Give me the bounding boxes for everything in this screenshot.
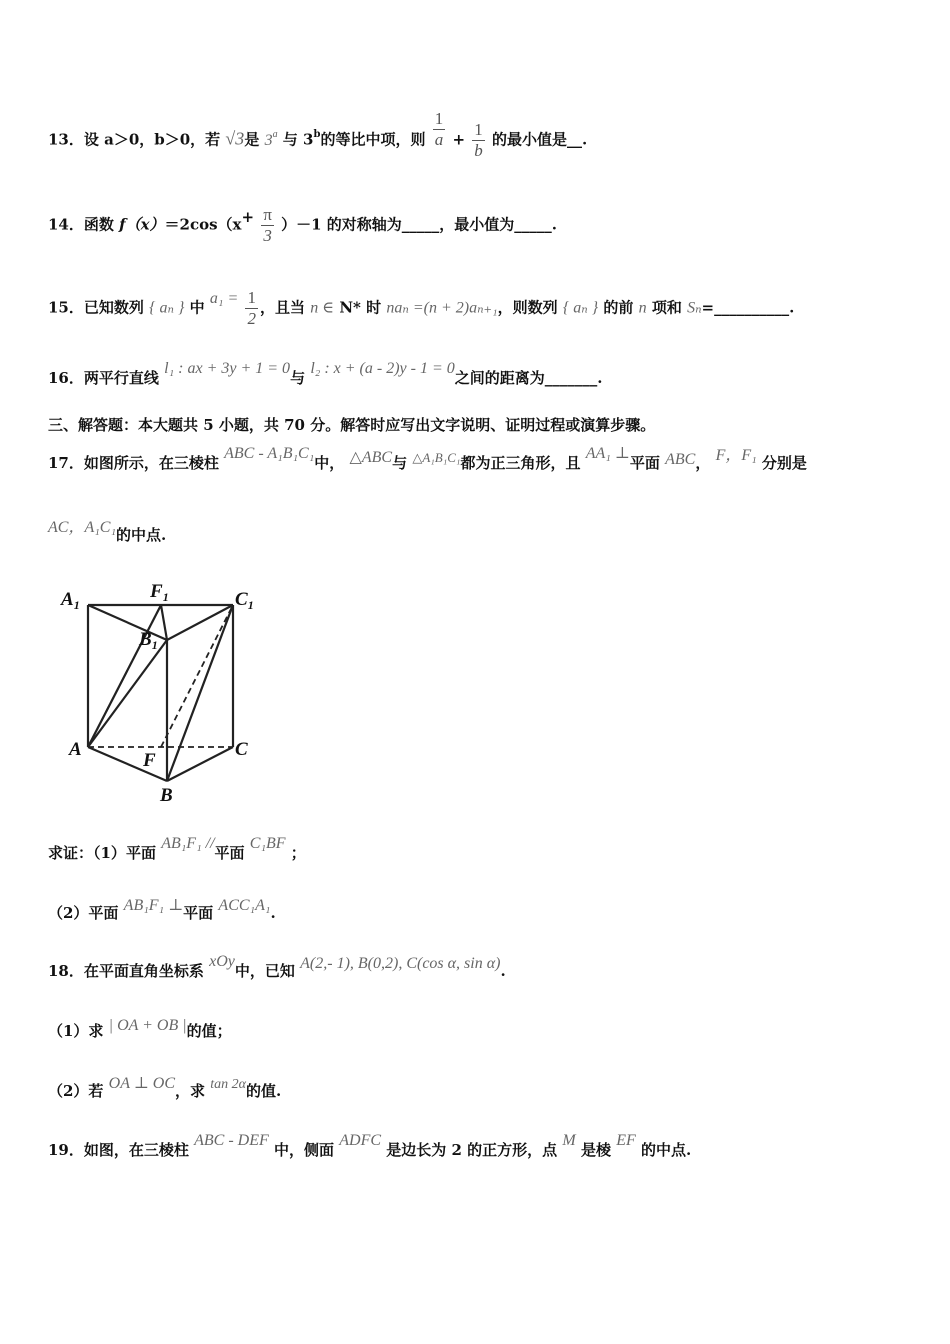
question-number: 13．: [48, 130, 84, 149]
math-plane: ABC: [665, 451, 696, 468]
text: 平面: [629, 454, 660, 472]
question-15: [48, 288, 794, 329]
text: 的中点.: [116, 526, 167, 544]
math-vector-sum: | OA + OB |: [108, 1017, 187, 1034]
question-17-cont: [48, 519, 167, 545]
math-power: 3$^a$: [264, 128, 278, 149]
math-xoy: xOy: [209, 953, 235, 970]
text: 函数: [83, 215, 114, 234]
text: 是边长为 2 的正方形，点: [386, 1141, 558, 1159]
question-18-part-1: [48, 1017, 232, 1041]
text: 中，已知: [234, 962, 295, 980]
text: ，且当: [259, 298, 305, 317]
text: 如图，在三棱柱: [83, 1141, 189, 1159]
plus-sign: +: [452, 130, 466, 149]
question-14: [48, 205, 557, 246]
text: 的值.: [245, 1082, 282, 1100]
math-line-l1: l₁ : ax + 3y + 1 = 0: [164, 360, 291, 377]
proof-part-2: [48, 897, 276, 923]
label-A: A: [69, 739, 82, 760]
question-18: [48, 953, 506, 981]
math-sequence: { aₙ }: [149, 299, 185, 317]
text: ；: [290, 844, 306, 862]
text: 的值；: [186, 1022, 232, 1040]
label-F1: $F_1$: [150, 583, 169, 604]
section-heading: 三、解答题：本大题共 5 小题，共 70 分。解答时应写出文字说明、证明过程或演算步骤。: [48, 416, 656, 434]
text: 平面: [214, 844, 245, 862]
text: 如图所示，在三棱柱: [83, 454, 219, 472]
math-perp: OA ⊥ OC: [108, 1075, 175, 1092]
text: =__________.: [701, 298, 795, 317]
text: N* 时: [339, 298, 382, 317]
question-18-part-2: [48, 1075, 282, 1101]
question-19: [48, 1132, 692, 1160]
text: .: [500, 962, 506, 980]
text: ，: [695, 454, 711, 472]
text: 的最小值是__.: [492, 130, 588, 149]
text: （2）若: [48, 1082, 104, 1100]
text: 求证：（1）平面: [48, 844, 156, 862]
question-number: 15．: [48, 298, 84, 317]
math-plane-ab1f1: AB₁F₁ //: [161, 835, 215, 852]
fraction-1-over-a: $\frac{1}{a}$: [434, 109, 444, 149]
math-n-in: n ∈: [310, 299, 335, 317]
label-F: F: [143, 750, 156, 771]
text: 是棱: [580, 1141, 611, 1159]
text: 的等比中项，则: [320, 130, 426, 149]
text: 之间的距离为_______.: [454, 369, 603, 387]
text: ，求: [174, 1082, 205, 1100]
question-number: 19．: [48, 1141, 84, 1159]
math-plane-c1bf: C₁BF: [249, 835, 286, 852]
label-B1: $B_1$: [139, 629, 158, 652]
text: 两平行直线: [83, 369, 159, 387]
text: 与 3: [282, 130, 314, 149]
text: ）－1 的对称轴为_____，最小值为_____.: [281, 215, 558, 234]
math-plane-ab1f1: AB₁F₁ ⊥: [123, 897, 184, 914]
text: ＝2cos（x: [164, 215, 242, 234]
math-perp: AA₁ ⊥: [585, 445, 630, 462]
label-A1: $A_1$: [61, 589, 80, 612]
plus-sign: +: [241, 207, 255, 226]
text: 中: [189, 298, 205, 317]
label-B: B: [160, 785, 173, 806]
math-midpoints: AC，A₁C₁: [48, 519, 117, 536]
math-recurrence: naₙ =(n + 2)aₙ₊₁: [386, 299, 498, 317]
superscript: b: [313, 128, 321, 140]
math-line-l2: l₂ : x + (a - 2)y - 1 = 0: [310, 360, 455, 377]
text: 平面: [183, 904, 214, 922]
text: 中，: [314, 454, 345, 472]
math-sequence: { aₙ }: [562, 299, 599, 317]
label-C: C: [235, 739, 248, 760]
math-plane-acc1a1: ACC₁A₁: [218, 897, 271, 914]
math-sn: Sₙ: [687, 299, 702, 317]
math-triangle: △A₁B₁C₁: [412, 450, 461, 465]
text: 项和: [651, 298, 682, 317]
text: 设 a＞0，b＞0，若: [83, 130, 221, 149]
math-point-m: M: [562, 1132, 576, 1149]
text: 的中点.: [641, 1141, 692, 1159]
question-number: 16．: [48, 369, 84, 387]
math-face: ADFC: [339, 1132, 382, 1149]
text: ，则数列: [497, 298, 558, 317]
proof-part-1: [48, 835, 306, 863]
fraction-pi-over-3: $\frac{\pi}{3}$: [263, 205, 272, 245]
math-prism: ABC - DEF: [194, 1132, 269, 1149]
question-17: [48, 445, 807, 473]
text: 与: [392, 454, 408, 472]
text: 分别是: [761, 454, 807, 472]
text: （2）平面: [48, 904, 119, 922]
text: 在平面直角坐标系: [83, 962, 204, 980]
text: （1）求: [48, 1022, 104, 1040]
math-n: n: [638, 299, 647, 317]
math-a1: a₁ =: [209, 289, 239, 307]
question-16: [48, 360, 603, 388]
math-fx: f（x）: [119, 215, 165, 234]
math-points: A(2,- 1), B(0,2), C(cos α, sin α): [300, 955, 501, 972]
math-edge-ef: EF: [616, 1132, 636, 1149]
fraction-1-over-b: $\frac{1}{b}$: [474, 120, 483, 160]
math-prism: ABC - A₁B₁C₁: [224, 445, 315, 462]
math-f-f1: F，F₁: [715, 447, 757, 464]
text: 是: [244, 130, 260, 149]
math-triangle: △ABC: [349, 449, 393, 466]
text: 都为正三角形，且: [460, 454, 581, 472]
text: .: [270, 904, 276, 922]
text: 已知数列: [83, 298, 144, 317]
text: 中，侧面: [274, 1141, 335, 1159]
math-sqrt3: √3: [225, 128, 245, 149]
question-number: 14．: [48, 215, 84, 234]
fraction-1-over-2: $\frac{1}{2}$: [247, 288, 256, 328]
text: 与: [290, 369, 306, 387]
prism-figure: [55, 583, 265, 808]
label-C1: $C_1$: [235, 589, 254, 612]
question-13: [48, 109, 588, 161]
question-number: 17．: [48, 454, 84, 472]
math-tan: tan 2α: [210, 1077, 246, 1092]
question-number: 18．: [48, 962, 84, 980]
text: 的前: [603, 298, 634, 317]
